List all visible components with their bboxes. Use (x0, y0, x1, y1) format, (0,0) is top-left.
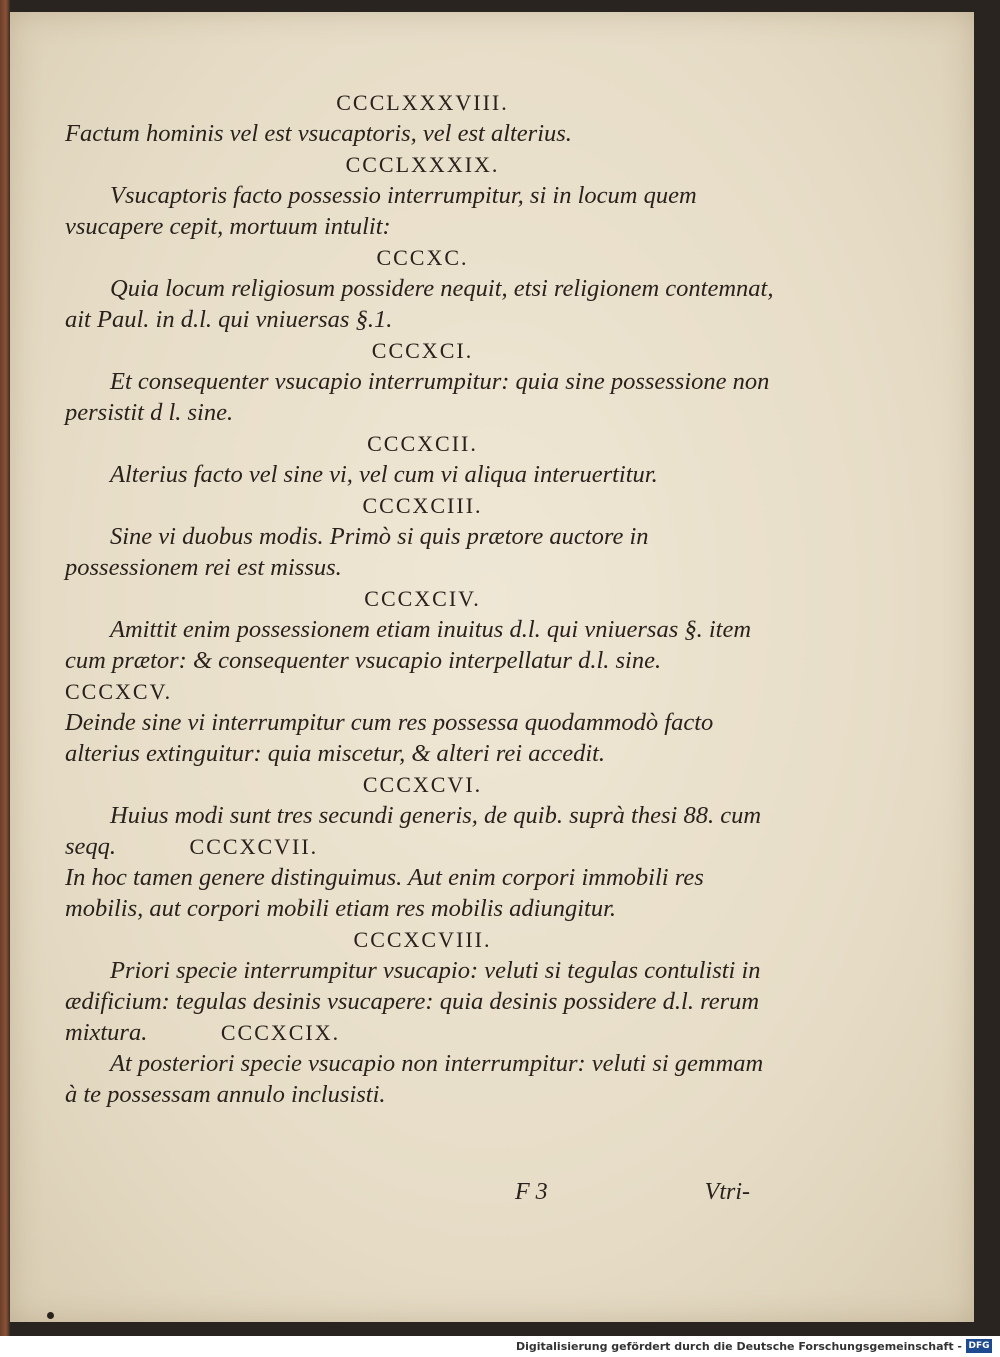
thesis-paragraph (65, 1048, 780, 1110)
thesis-text: Sine vi duobus modis. Primò si quis prætore auctore in possessionem rei est missus. (65, 523, 649, 581)
ink-dot (47, 1312, 54, 1319)
thesis-paragraph (65, 614, 780, 707)
thesis-number-heading: CCCLXXXIX. (345, 152, 500, 177)
page-text (65, 87, 780, 1110)
thesis-number-heading: CCCXCIII. (362, 493, 483, 518)
book-page (10, 12, 974, 1322)
thesis-text: Priori specie interrumpitur vsucapio: veluti si tegulas contulisti in ædificium: tegulas desinis vsucapere: quia desinis possidere d.l. rerum mixtura. (65, 957, 761, 1046)
signature-mark: F 3 (515, 1179, 548, 1205)
thesis-text: Alterius facto vel sine vi, vel cum vi aliqua interuertitur. (110, 461, 658, 488)
thesis-paragraph (65, 180, 780, 242)
thesis-paragraph (65, 862, 780, 924)
thesis-text: Quia locum religiosum possidere nequit, etsi religionem contemnat, ait Paul. in d.l. qui vniuersas §.1. (65, 275, 774, 333)
thesis-text: Et consequenter vsucapio interrumpitur: quia sine possessione non persistit d l. sine. (65, 368, 770, 426)
thesis-text: In hoc tamen genere distinguimus. Aut enim corpori immobili res mobilis, aut corpori mobili etiam res mobilis adiungitur. (65, 864, 704, 922)
thesis-paragraph (65, 800, 780, 862)
thesis-number-heading: CCCXCIX. (220, 1020, 341, 1045)
thesis-paragraph (65, 521, 780, 583)
thesis-number-heading: CCCXCVIII. (353, 927, 492, 952)
thesis-paragraph (65, 366, 780, 428)
thesis-number-heading: CCCXCVI. (362, 772, 483, 797)
thesis-text: Factum hominis vel est vsucaptoris, vel est alterius. (65, 120, 572, 147)
catchword: Vtri- (704, 1179, 750, 1205)
thesis-paragraph (65, 955, 780, 1048)
thesis-text: Vsucaptoris facto possessio interrumpitur, si in locum quem vsucapere cepit, mortuum intulit: (65, 182, 697, 240)
thesis-number-heading: CCCXCIV. (364, 586, 481, 611)
book-spine (0, 0, 10, 1336)
credit-text: Digitalisierung gefördert durch die Deutsche Forschungsgemeinschaft - (515, 1340, 962, 1353)
thesis-text: Amittit enim possessionem etiam inuitus d.l. qui vniuersas §. item cum prætor: & consequenter vsucapio interpellatur d.l. sine. (65, 616, 752, 674)
thesis-text: Deinde sine vi interrumpitur cum res possessa quodammodò facto alterius extinguitur: quia miscetur, & alteri rei accedit. (65, 709, 714, 767)
thesis-paragraph (65, 273, 780, 335)
page-footer (65, 1179, 780, 1211)
thesis-number-heading: CCCXCVII. (189, 834, 319, 859)
thesis-number-heading: CCCXC. (376, 245, 469, 270)
thesis-number-heading: CCCXCI. (371, 338, 474, 363)
thesis-number-heading: CCCXCII. (367, 431, 478, 456)
thesis-text: At posteriori specie vsucapio non interrumpitur: veluti si gemmam à te possessam annulo inclusisti. (65, 1050, 764, 1108)
thesis-number-heading: CCCXCV. (65, 679, 173, 704)
thesis-number-heading: CCCLXXXVIII. (336, 90, 509, 115)
thesis-paragraph (65, 118, 780, 149)
credit-bar (0, 1336, 1000, 1357)
thesis-paragraph (65, 459, 780, 490)
thesis-text: Huius modi sunt tres secundi generis, de quib. suprà thesi 88. cum seqq. (65, 802, 762, 860)
dfg-logo: DFG (966, 1339, 992, 1353)
thesis-paragraph (65, 707, 780, 769)
